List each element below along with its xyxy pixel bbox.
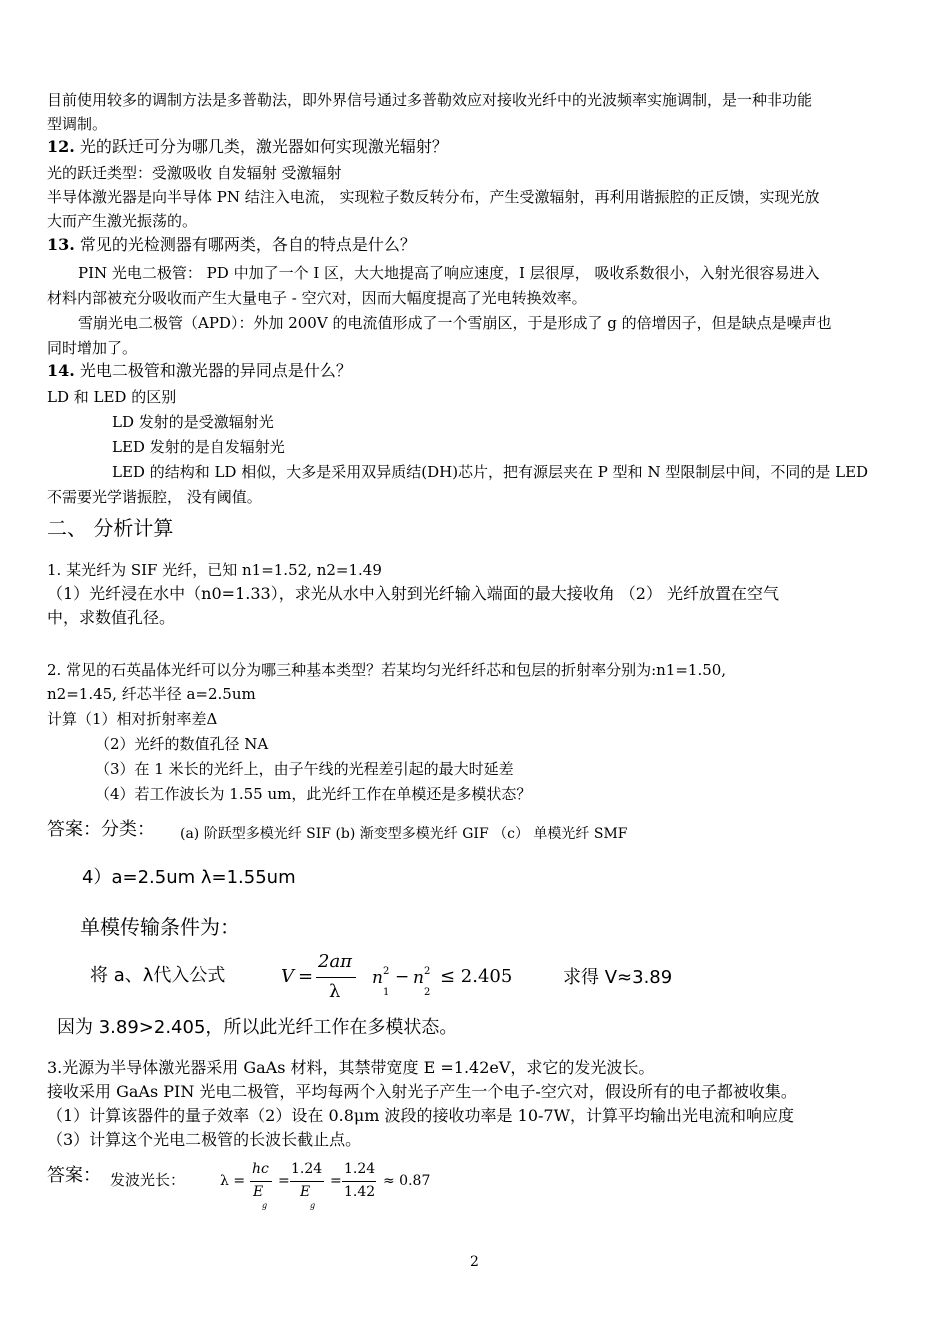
formula-numerator: 2aπ <box>318 951 353 972</box>
text-line: 同时增加了。 <box>47 339 138 357</box>
section-heading: 二、 分析计算 <box>47 516 174 540</box>
text-line: (a) 阶跃型多模光纤 SIF (b) 渐变型多模光纤 GIF （c） 单模光纤 SMF <box>180 826 628 842</box>
formula-sup: 2 <box>424 966 431 977</box>
formula-symbol: − <box>395 967 410 987</box>
text-line: （3）计算这个光电二极管的长波长截止点。 <box>47 1130 362 1149</box>
formula-symbol: ≤ 2.405 <box>440 966 513 987</box>
text-line: 计算（1）相对折射率差Δ <box>47 710 218 728</box>
text-line: LD 发射的是受激辐射光 <box>112 413 274 431</box>
text-line: PIN 光电二极管： PD 中加了一个 I 区，大大地提高了响应速度，I 层很厚， 吸收系数很小，入射光很容易进入 <box>78 264 820 282</box>
text-line: 半导体激光器是向半导体 PN 结注入电流， 实现粒子数反转分布，产生受激辐射，再利用谐振腔的正反馈，实现光放 <box>47 188 820 206</box>
text-line: 光的跃迁类型：受激吸收 自发辐射 受激辐射 <box>47 164 342 182</box>
text-line: 因为 3.89>2.405，所以此光纤工作在多模状态。 <box>57 1017 458 1038</box>
formula-sub: g <box>310 1201 316 1210</box>
formula-sub: g <box>262 1201 268 1210</box>
text-line: （2）光纤的数值孔径 NA <box>95 735 269 753</box>
text-line: （1）光纤浸在水中（n0=1.33），求光从水中入射到光纤输入端面的最大接收角 （2） 光纤放置在空气 <box>47 584 780 603</box>
formula-symbol: = <box>278 1173 290 1189</box>
text-line: 不需要光学谐振腔， 没有阈值。 <box>47 488 262 506</box>
formula-symbol: λ = <box>220 1173 246 1189</box>
formula-denominator: E <box>300 1184 311 1200</box>
question-text: 光电二极管和激光器的异同点是什么？ <box>74 361 352 380</box>
fraction-bar <box>250 1181 272 1182</box>
formula-numerator: hc <box>252 1161 269 1177</box>
formula-symbol: = <box>330 1173 342 1189</box>
formula-symbol: ≈ 0.87 <box>383 1173 431 1189</box>
question-13-heading <box>47 235 416 255</box>
page-number: 2 <box>470 1254 479 1270</box>
question-text: 光的跃迁可分为哪几类，激光器如何实现激光辐射？ <box>74 137 448 156</box>
text-line: （1）计算该器件的量子效率（2）设在 0.8μm 波段的接收功率是 10-7W，计算平均输出光电流和响应度 <box>47 1106 795 1125</box>
formula-numerator: 1.24 <box>291 1161 323 1177</box>
fraction-bar <box>342 1181 376 1182</box>
formula-symbol: = <box>298 966 314 987</box>
fraction-bar <box>316 977 356 978</box>
answer-label: 答案：分类： <box>47 819 155 840</box>
text-line: 接收采用 GaAs PIN 光电二极管，平均每两个入射光子产生一个电子-空穴对，假设所有的电子都被收集。 <box>47 1082 797 1101</box>
formula-numerator: 1.24 <box>344 1161 376 1177</box>
text-line: 大而产生激光振荡的。 <box>47 212 198 230</box>
formula-denominator: λ <box>329 981 341 1002</box>
formula-sub: 1 <box>383 987 390 998</box>
text-line: 材料内部被充分吸收而产生大量电子 - 空穴对，因而大幅度提高了光电转换效率。 <box>47 289 587 307</box>
text-line: LED 发射的是自发辐射光 <box>112 438 285 456</box>
text-line: 型调制。 <box>47 115 108 133</box>
question-14-heading <box>47 361 352 381</box>
text-line: 2. 常见的石英晶体光纤可以分为哪三种基本类型？若某均匀光纤纤芯和包层的折射率分别为:n1=1.50, <box>47 661 727 679</box>
formula-sup: 2 <box>383 966 390 977</box>
text-line: （3）在 1 米长的光纤上，由子午线的光程差引起的最大时延差 <box>95 760 514 778</box>
text-line: （4）若工作波长为 1.55 um，此光纤工作在单模还是多模状态？ <box>95 785 532 803</box>
text-line: 1. 某光纤为 SIF 光纤，已知 n1=1.52, n2=1.49 <box>47 561 382 579</box>
answer-label: 答案： <box>47 1165 101 1186</box>
text-line: 求得 V≈3.89 <box>563 967 673 988</box>
text-line: n2=1.45, 纤芯半径 a=2.5um <box>47 685 256 703</box>
text-line: 目前使用较多的调制方法是多普勒法，即外界信号通过多普勒效应对接收光纤中的光波频率实施调制，是一种非功能 <box>47 91 813 109</box>
text-line: 3.光源为半导体激光器采用 GaAs 材料，其禁带宽度 E =1.42eV，求它的发光波长。 <box>47 1058 655 1077</box>
text-line: 发波光长： <box>110 1171 186 1189</box>
formula-symbol: n <box>413 968 424 988</box>
formula-denominator: E <box>253 1184 264 1200</box>
text-line: 将 a、λ代入公式 <box>90 965 226 986</box>
text-line: 单模传输条件为： <box>80 915 240 939</box>
text-line: 中，求数值孔径。 <box>47 608 176 627</box>
fraction-bar <box>290 1181 324 1182</box>
question-number: 14. <box>47 361 75 380</box>
question-text: 常见的光检测器有哪两类，各自的特点是什么？ <box>74 235 416 254</box>
formula-symbol: V <box>281 966 294 987</box>
text-line: 雪崩光电二极管（APD）：外加 200V 的电流值形成了一个雪崩区，于是形成了 g 的倍增因子，但是缺点是噪声也 <box>78 314 832 332</box>
text-line: 4）a=2.5um λ=1.55um <box>82 867 296 888</box>
formula-symbol: n <box>372 968 383 988</box>
formula-sub: 2 <box>424 987 431 998</box>
question-number: 13. <box>47 235 75 254</box>
text-line: LED 的结构和 LD 相似，大多是采用双异质结(DH)芯片，把有源层夹在 P 型和 N 型限制层中间，不同的是 LED <box>112 463 869 481</box>
formula-denominator: 1.42 <box>344 1184 376 1200</box>
text-line: LD 和 LED 的区别 <box>47 388 177 406</box>
question-number: 12. <box>47 137 75 156</box>
question-12-heading <box>47 137 448 157</box>
